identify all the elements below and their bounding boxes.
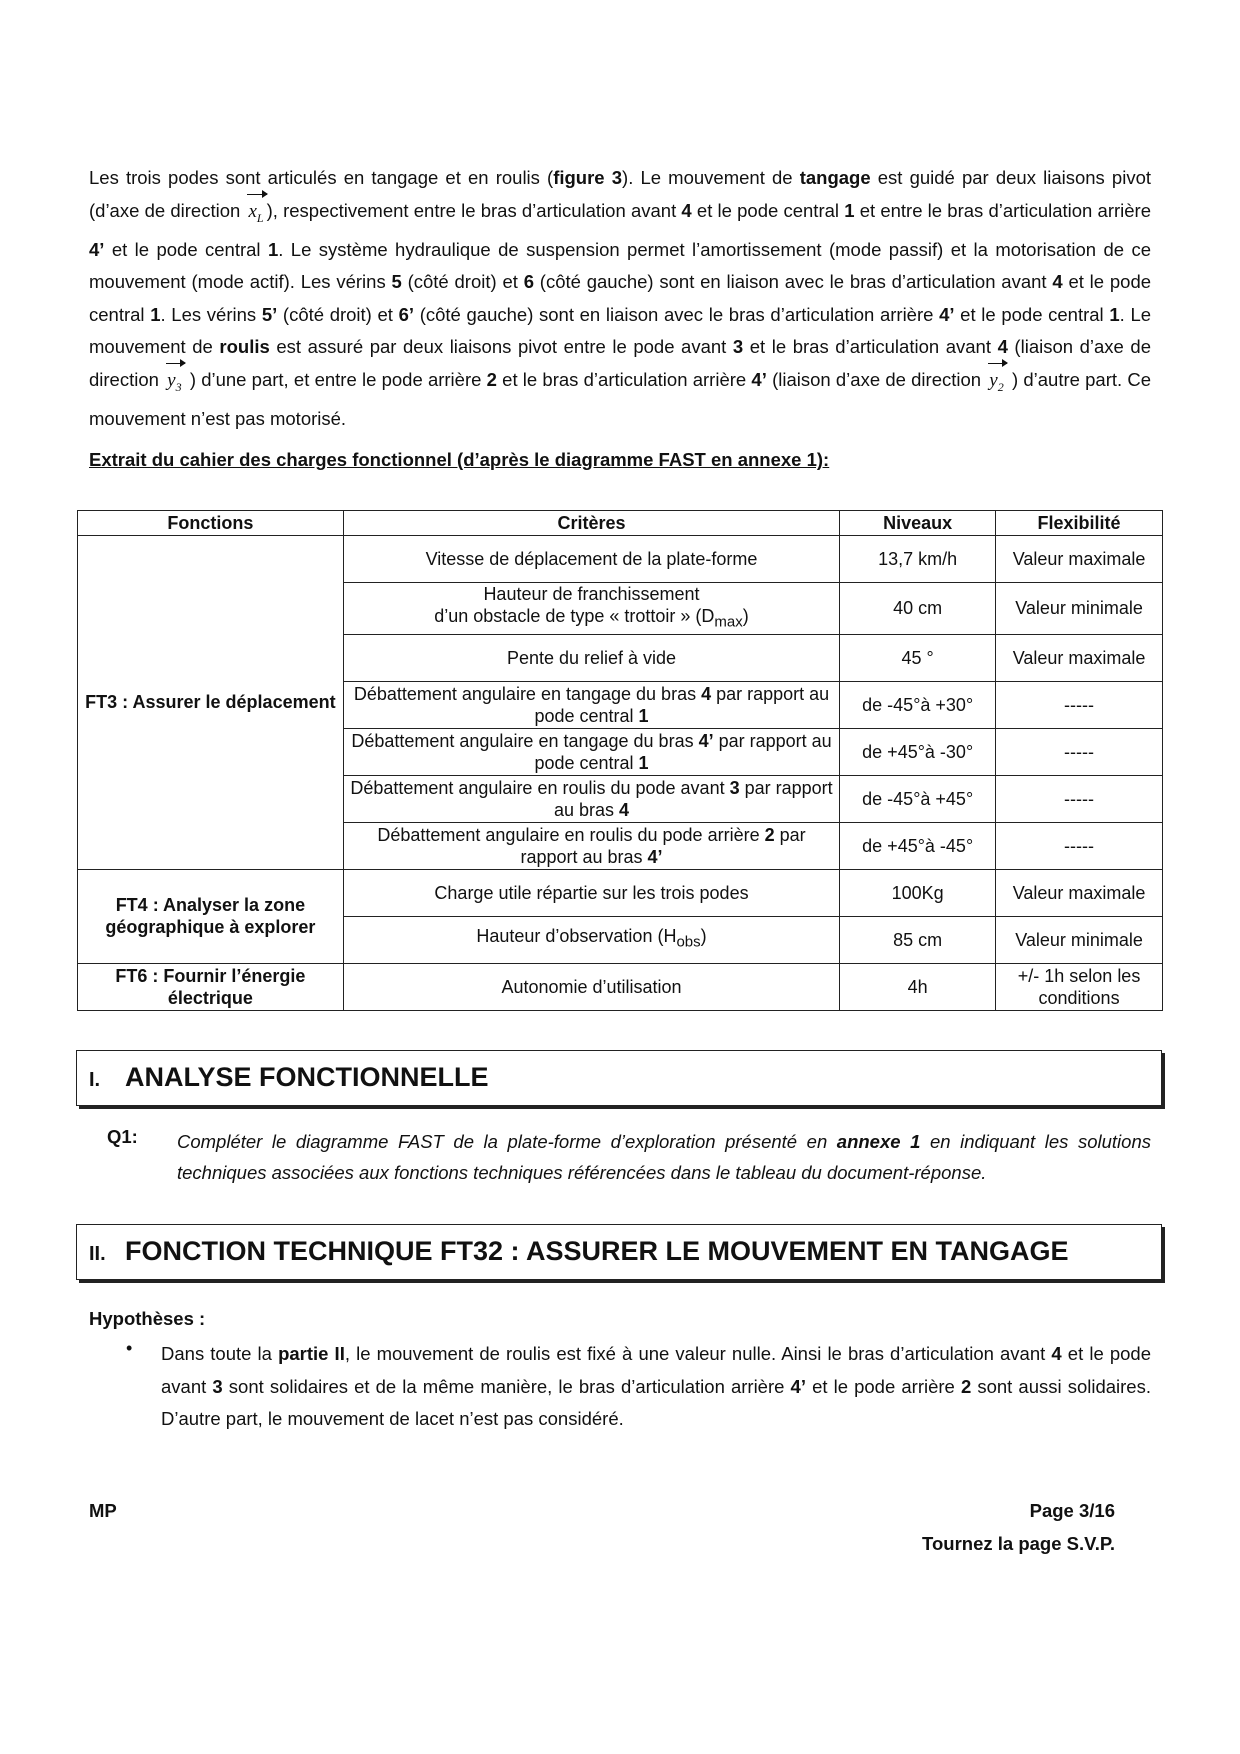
level: de -45°à +30° <box>840 681 996 728</box>
flexibility: Valeur minimale <box>996 916 1163 963</box>
level: 100Kg <box>840 869 996 916</box>
vector-y2: $y_2$ <box>986 365 1006 403</box>
table-row <box>78 869 1163 916</box>
flexibility: ----- <box>996 728 1163 775</box>
flexibility: ----- <box>996 822 1163 869</box>
criterion: Pente du relief à vide <box>343 634 839 681</box>
section-number: I. <box>89 1069 101 1091</box>
flexibility: ----- <box>996 775 1163 822</box>
footer-left: MP <box>89 1500 117 1521</box>
section-title: ANALYSE FONCTIONNELLE <box>125 1062 489 1092</box>
table-header-row <box>78 511 1163 536</box>
question-text: Compléter le diagramme FAST de la plate-forme d’exploration présenté en annexe 1 en indiquant les solutions techniques associées aux fonctions techniques référencées dans le tableau du document-réponse. <box>177 1131 1151 1183</box>
level: 13,7 km/h <box>840 536 996 583</box>
extrait-title: Extrait du cahier des charges fonctionnel (d’après le diagramme FAST en annexe 1): <box>89 449 830 470</box>
level: 45 ° <box>840 634 996 681</box>
function-ft6: FT6 : Fournir l’énergie électrique <box>78 963 344 1010</box>
criterion: Débattement angulaire en tangage du bras 4’ par rapport au pode central 1 <box>343 728 839 775</box>
function-ft4: FT4 : Analyser la zone géographique à explorer <box>78 869 344 963</box>
vector-y3: $y_3$ <box>164 365 184 403</box>
section-heading-2 <box>76 1224 1162 1280</box>
vector-xL: $x_L$ <box>245 196 266 234</box>
table-row <box>78 963 1163 1010</box>
header-niveaux: Niveaux <box>840 511 996 536</box>
hypothesis-text: Dans toute la partie II, le mouvement de roulis est fixé à une valeur nulle. Ainsi le bras d’articulation avant 4 et le pode avant 3 sont solidaires et de la même manière, le bras d’articulation arrière 4’ et le pode arrière 2 sont aussi solidaires. D’autre part, le mouvement de lacet n’est pas considéré. <box>161 1343 1151 1429</box>
level: de +45°à -45° <box>840 822 996 869</box>
criterion: Débattement angulaire en roulis du pode arrière 2 par rapport au bras 4’ <box>343 822 839 869</box>
criterion: Charge utile répartie sur les trois podes <box>343 869 839 916</box>
header-fonctions: Fonctions <box>78 511 344 536</box>
flexibility: Valeur minimale <box>996 583 1163 635</box>
section-title: FONCTION TECHNIQUE FT32 : ASSURER LE MOUVEMENT EN TANGAGE <box>125 1236 1069 1266</box>
flexibility: ----- <box>996 681 1163 728</box>
table-row <box>78 536 1163 583</box>
level: de +45°à -30° <box>840 728 996 775</box>
turn-page-note: Tournez la page S.V.P. <box>922 1533 1115 1554</box>
criterion: Hauteur de franchissement d’un obstacle de type « trottoir » $(D_{max})$ <box>343 583 839 635</box>
level: 4h <box>840 963 996 1010</box>
level: 85 cm <box>840 916 996 963</box>
header-criteres: Critères <box>343 511 839 536</box>
criterion: Débattement angulaire en tangage du bras 4 par rapport au pode central 1 <box>343 681 839 728</box>
level: 40 cm <box>840 583 996 635</box>
criterion: Vitesse de déplacement de la plate-forme <box>343 536 839 583</box>
question-label: Q1: <box>107 1126 138 1147</box>
header-flexibilite: Flexibilité <box>996 511 1163 536</box>
criterion: Autonomie d’utilisation <box>343 963 839 1010</box>
intro-paragraph: Les trois podes sont articulés en tangage et en roulis (figure 3). Le mouvement de tangage est guidé par deux liaisons pivot (d’axe de direction $x_L$ ), respectivement entre le bras d’articulation avant 4 et le pode central 1 et entre le bras d’articulation arrière 4’ et le pode central 1. Le système hydraulique de suspension permet l’amortissement (mode passif) et la motorisation de ce mouvement (mode actif). Les vérins 5 (côté droit) et 6 (côté gauche) sont en liaison avec le bras d’articulation avant 4 et le pode central 1. Les vérins 5’ (côté droit) et 6’ (côté gauche) sont en liaison avec le bras d’articulation arrière 4’ et le pode central 1. Le mouvement de roulis est assuré par deux liaisons pivot entre le pode avant 3 et le bras d’articulation avant 4 (liaison d’axe de direction $y_3$ ) d’une part, et entre le pode arrière 2 et le bras d’articulation arrière 4’ (liaison d’axe de direction $y_2$ ) d’autre part. Ce mouvement n’est pas motorisé. <box>89 167 1152 430</box>
section-heading-1 <box>76 1050 1162 1106</box>
flexibility: +/- 1h selon les conditions <box>996 963 1163 1010</box>
flexibility: Valeur maximale <box>996 536 1163 583</box>
flexibility: Valeur maximale <box>996 869 1163 916</box>
criterion: Hauteur d’observation $(H_{obs})$ <box>343 916 839 963</box>
section-number: II. <box>89 1243 106 1265</box>
function-ft3: FT3 : Assurer le déplacement <box>78 536 344 870</box>
hypotheses-title: Hypothèses : <box>89 1308 206 1329</box>
bullet-icon: • <box>126 1338 133 1358</box>
criterion: Débattement angulaire en roulis du pode avant 3 par rapport au bras 4 <box>343 775 839 822</box>
flexibility: Valeur maximale <box>996 634 1163 681</box>
specifications-table <box>77 510 1163 1011</box>
page-number: Page 3/16 <box>1029 1500 1115 1521</box>
level: de -45°à +45° <box>840 775 996 822</box>
